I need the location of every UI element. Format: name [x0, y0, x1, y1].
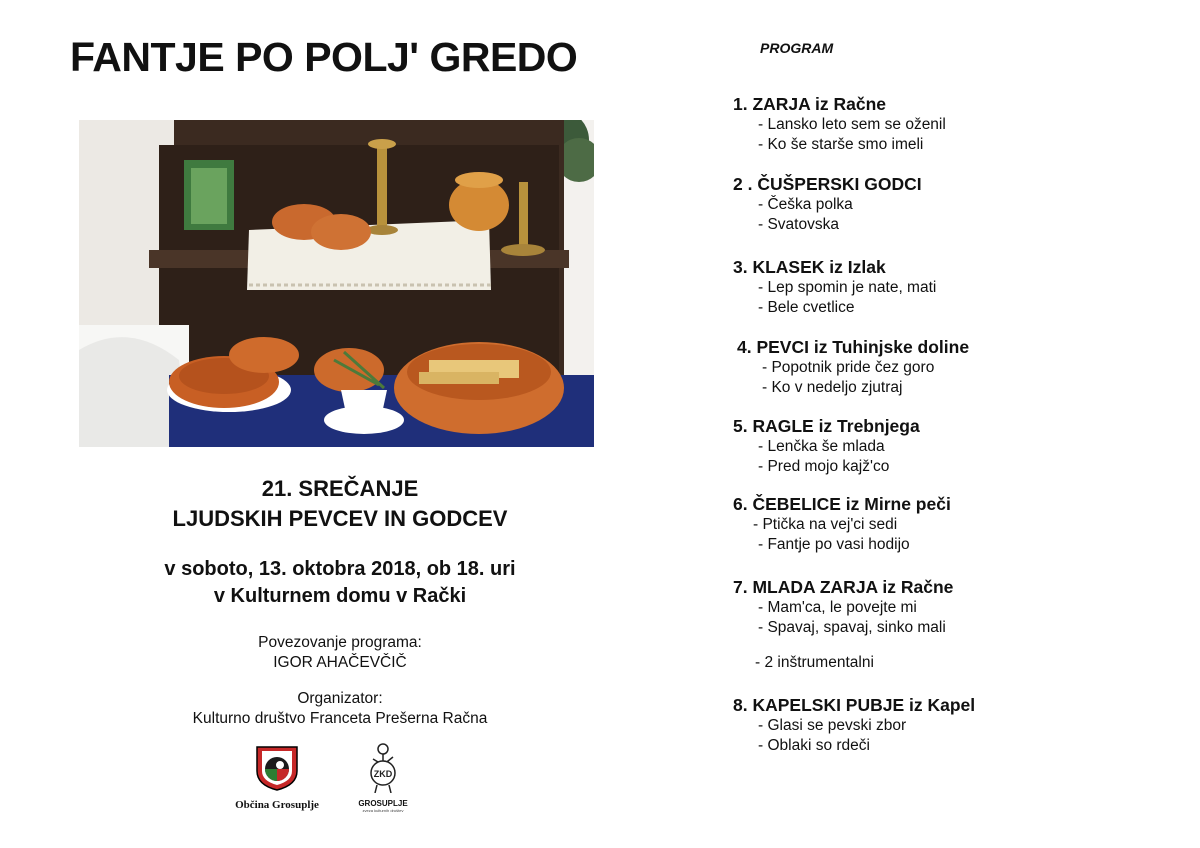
event-title-line1: 21. SREČANJE [261, 476, 419, 501]
song-title: - Spavaj, spavaj, sinko mali [758, 619, 946, 636]
program-entry [733, 493, 1173, 555]
performer-name: 2 . ČUŠPERSKI GODCI [733, 174, 922, 194]
event-datetime [70, 556, 610, 610]
crest-icon [255, 745, 299, 791]
song-title: - Ptička na vej'ci sedi [753, 516, 898, 533]
poster-title: FANTJE PO POLJ' GREDO [70, 34, 578, 80]
performer-name: 7. MLADA ZARJA iz Račne [733, 577, 954, 597]
performer-name: 6. ČEBELICE iz Mirne peči [733, 494, 951, 514]
still-life-photo [79, 120, 594, 447]
program-entry [733, 694, 1173, 756]
event-heading [70, 474, 610, 534]
song-title: - Pred mojo kajž'co [758, 458, 890, 475]
performer-name: 1. ZARJA iz Račne [733, 94, 887, 114]
song-title: - Češka polka [758, 196, 853, 213]
organizer-name: Kulturno društvo Franceta Prešerna Račna [192, 710, 488, 727]
host-label: Povezovanje programa: [258, 634, 422, 651]
event-host [70, 633, 610, 673]
song-title: - Lenčka še mlada [758, 438, 885, 455]
host-name: IGOR AHAČEVČIČ [273, 654, 407, 671]
event-organizer [70, 689, 610, 729]
performer-name: 8. KAPELSKI PUBJE iz Kapel [733, 695, 976, 715]
program-heading: PROGRAM [760, 40, 834, 56]
instrumental-note: - 2 inštrumentalni [755, 654, 874, 671]
zkd-emblem-icon [363, 743, 403, 793]
song-title: - Svatovska [758, 216, 839, 233]
song-title: - Ko še starše smo imeli [758, 136, 924, 153]
event-venue: v Kulturnem domu v Rački [213, 585, 467, 607]
zkd-mark-text: ZKD [373, 769, 393, 779]
song-title: - Ko v nedeljo zjutraj [762, 379, 903, 396]
program-entry [733, 93, 1173, 155]
municipality-name: Občina Grosuplje [235, 799, 319, 811]
song-title: - Lep spomin je nate, mati [758, 279, 937, 296]
municipality-logo [232, 745, 322, 811]
song-title: - Popotnik pride čez goro [762, 359, 935, 376]
program-entry [733, 173, 1173, 235]
event-title-line2: LJUDSKIH PEVCEV IN GODCEV [172, 506, 508, 531]
pottery-dresser-illustration [79, 120, 594, 447]
program-entry [733, 256, 1173, 318]
song-title: - Mam'ca, le povejte mi [758, 599, 917, 616]
song-title: - Oblaki so rdeči [758, 737, 870, 754]
song-title: - Lansko leto sem se oženil [758, 116, 946, 133]
song-title: - Fantje po vasi hodijo [758, 536, 910, 553]
zkd-subtitle: zveza kulturnih društev [362, 808, 404, 813]
program-entry [733, 576, 1173, 638]
event-date: v soboto, 13. oktobra 2018, ob 18. uri [164, 558, 516, 580]
program-entry [737, 336, 1177, 398]
zkd-name: GROSUPLJE [358, 799, 408, 808]
program-entry [733, 415, 1173, 477]
performer-name: 5. RAGLE iz Trebnjega [733, 416, 920, 436]
zkd-logo [358, 743, 408, 813]
performer-name: 3. KLASEK iz Izlak [733, 257, 886, 277]
song-title: - Glasi se pevski zbor [758, 717, 907, 734]
song-title: - Bele cvetlice [758, 299, 855, 316]
performer-name: 4. PEVCI iz Tuhinjske doline [737, 337, 970, 357]
organizer-label: Organizator: [297, 690, 383, 707]
